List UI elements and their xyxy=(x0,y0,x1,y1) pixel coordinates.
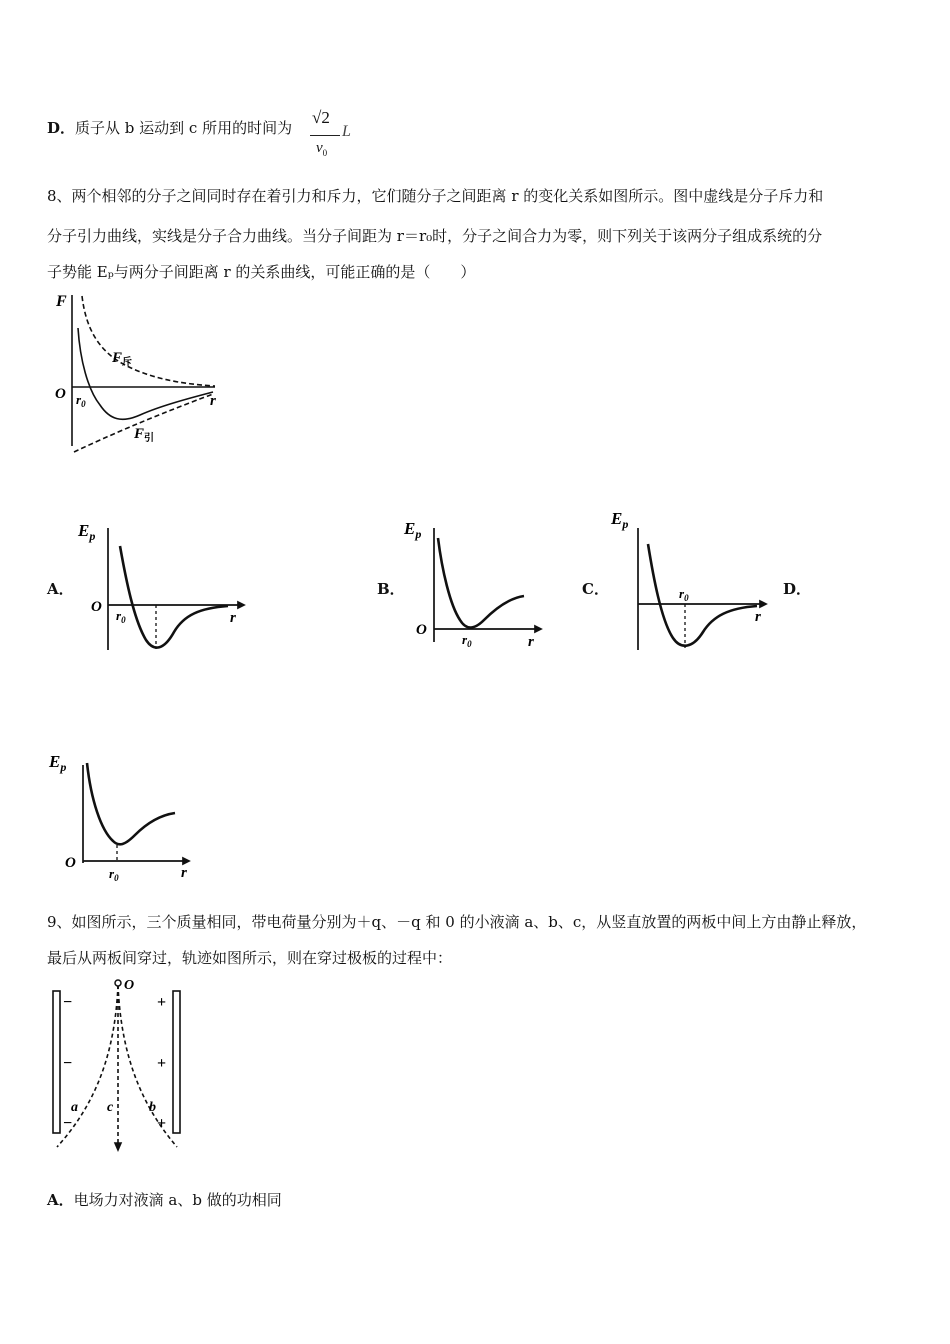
b-r-label: r xyxy=(528,634,534,650)
q8-line-1: 8、两个相邻的分子之间同时存在着引力和斥力，它们随分子之间距离 r 的变化关系如图所示。图中虚线是分子斥力和 xyxy=(47,187,824,205)
d-r0-label xyxy=(109,866,119,883)
a-r-label: r xyxy=(230,610,236,626)
minus-sign-1: − xyxy=(63,994,73,1011)
d-origin-label: O xyxy=(65,855,76,871)
label-a: a xyxy=(71,1100,78,1115)
fraction-den-v: v xyxy=(316,140,323,156)
c-ep-sub: p xyxy=(622,517,629,531)
a-x-arrow xyxy=(238,602,244,608)
force-r0-main: r xyxy=(76,392,82,407)
label-b: b xyxy=(149,1100,156,1115)
c-x-arrow xyxy=(760,601,766,607)
b-ep-label xyxy=(403,519,421,541)
d-r-label: r xyxy=(181,865,187,881)
option-d-label[interactable]: D． xyxy=(783,580,812,598)
plus-sign-3: + xyxy=(157,1115,167,1132)
b-curve[interactable] xyxy=(438,538,524,628)
option-b-label[interactable]: B． xyxy=(377,580,405,598)
label-c: c xyxy=(107,1100,114,1115)
plus-sign-2: + xyxy=(157,1055,167,1072)
b-ep-sub: p xyxy=(415,527,422,541)
force-x-label: r xyxy=(210,393,216,409)
d-ep-main: E xyxy=(49,752,61,771)
q8-line-3: 子势能 Eₚ与两分子间距离 r 的关系曲线，可能正确的是（ ） xyxy=(47,263,476,281)
trajectory-c-arrow xyxy=(115,1143,121,1150)
a-ep-label xyxy=(77,521,95,543)
d-ep-label xyxy=(48,752,66,774)
force-r0-label xyxy=(76,392,86,409)
fraction-numerator: √2 xyxy=(312,108,330,127)
d-r0-sub: 0 xyxy=(114,873,119,883)
trajectory-b xyxy=(118,985,177,1147)
a-ep-main: E xyxy=(78,521,90,540)
prev-option-d-label: D． xyxy=(47,119,76,137)
b-r0-main: r xyxy=(462,632,468,647)
repulsion-curve xyxy=(82,296,215,386)
d-ep-sub: p xyxy=(60,760,67,774)
minus-sign-3: − xyxy=(63,1115,73,1132)
a-curve[interactable] xyxy=(120,546,228,648)
b-x-arrow xyxy=(535,626,541,632)
b-origin-label: O xyxy=(416,622,427,638)
q9-option-a-text: 电场力对液滴 a、b 做的功相同 xyxy=(73,1191,282,1209)
fraction-denominator xyxy=(316,140,327,158)
right-plate xyxy=(173,991,180,1133)
attraction-label xyxy=(133,426,154,444)
d-x-arrow xyxy=(183,858,189,864)
repulsion-label xyxy=(111,350,132,368)
force-curve-figure xyxy=(50,290,230,460)
fraction-den-sub: 0 xyxy=(322,148,328,158)
prev-option-d-text: 质子从 b 运动到 c 所用的时间为 xyxy=(75,119,293,137)
b-ep-main: E xyxy=(404,519,416,538)
q9-line-1: 9、如图所示，三个质量相同，带电荷量分别为＋q、－q 和 0 的小液滴 a、b、c，从竖直放置的两板中间上方由静止释放， xyxy=(47,913,867,931)
a-r0-sub: 0 xyxy=(121,615,126,625)
a-ep-sub: p xyxy=(89,529,96,543)
c-r0-label xyxy=(679,586,689,603)
force-r0-sub: 0 xyxy=(81,399,86,409)
c-r-label: r xyxy=(755,609,761,625)
repulsion-main: F xyxy=(112,350,123,366)
left-plate xyxy=(53,991,60,1133)
option-a-graph xyxy=(70,510,250,660)
b-r0-sub: 0 xyxy=(467,639,472,649)
a-origin-label: O xyxy=(91,599,102,615)
q9-line-2: 最后从两板间穿过，轨迹如图所示，则在穿过极板的过程中： xyxy=(47,949,453,967)
option-c-graph xyxy=(605,500,775,660)
fraction-after: L xyxy=(342,123,351,140)
option-d-graph xyxy=(45,745,205,890)
c-ep-main: E xyxy=(611,509,623,528)
q9-option-a-label: A． xyxy=(47,1191,74,1209)
prev-option-d xyxy=(47,118,292,138)
plus-sign-1: + xyxy=(157,994,167,1011)
charged-plates-figure xyxy=(45,975,205,1155)
a-r0-main: r xyxy=(116,608,122,623)
d-curve[interactable] xyxy=(87,763,175,844)
q9-option-a[interactable] xyxy=(47,1190,282,1210)
option-b-graph xyxy=(400,510,550,660)
b-r0-label xyxy=(462,632,472,649)
release-origin-label: O xyxy=(124,978,135,993)
c-curve[interactable] xyxy=(648,544,757,646)
fraction-bar xyxy=(310,135,340,136)
a-r0-label xyxy=(116,608,126,625)
option-c-label[interactable]: C． xyxy=(582,580,609,598)
option-a-label[interactable]: A． xyxy=(47,580,74,598)
q8-line-2: 分子引力曲线，实线是分子合力曲线。当分子间距为 r＝r₀时，分子之间合力为零，则下列关于该两分子组成系统的分 xyxy=(47,227,823,245)
d-r0-main: r xyxy=(109,866,115,881)
time-fraction xyxy=(308,108,368,164)
attraction-main: F xyxy=(134,426,145,442)
c-ep-label xyxy=(610,509,628,531)
force-origin-label: O xyxy=(55,386,66,402)
c-r0-main: r xyxy=(679,586,685,601)
minus-sign-2: − xyxy=(63,1055,73,1072)
repulsion-sub: 斥 xyxy=(122,357,133,368)
force-y-label: F xyxy=(56,293,67,310)
release-point xyxy=(115,980,121,986)
attraction-sub: 引 xyxy=(144,433,155,444)
c-r0-sub: 0 xyxy=(684,593,689,603)
